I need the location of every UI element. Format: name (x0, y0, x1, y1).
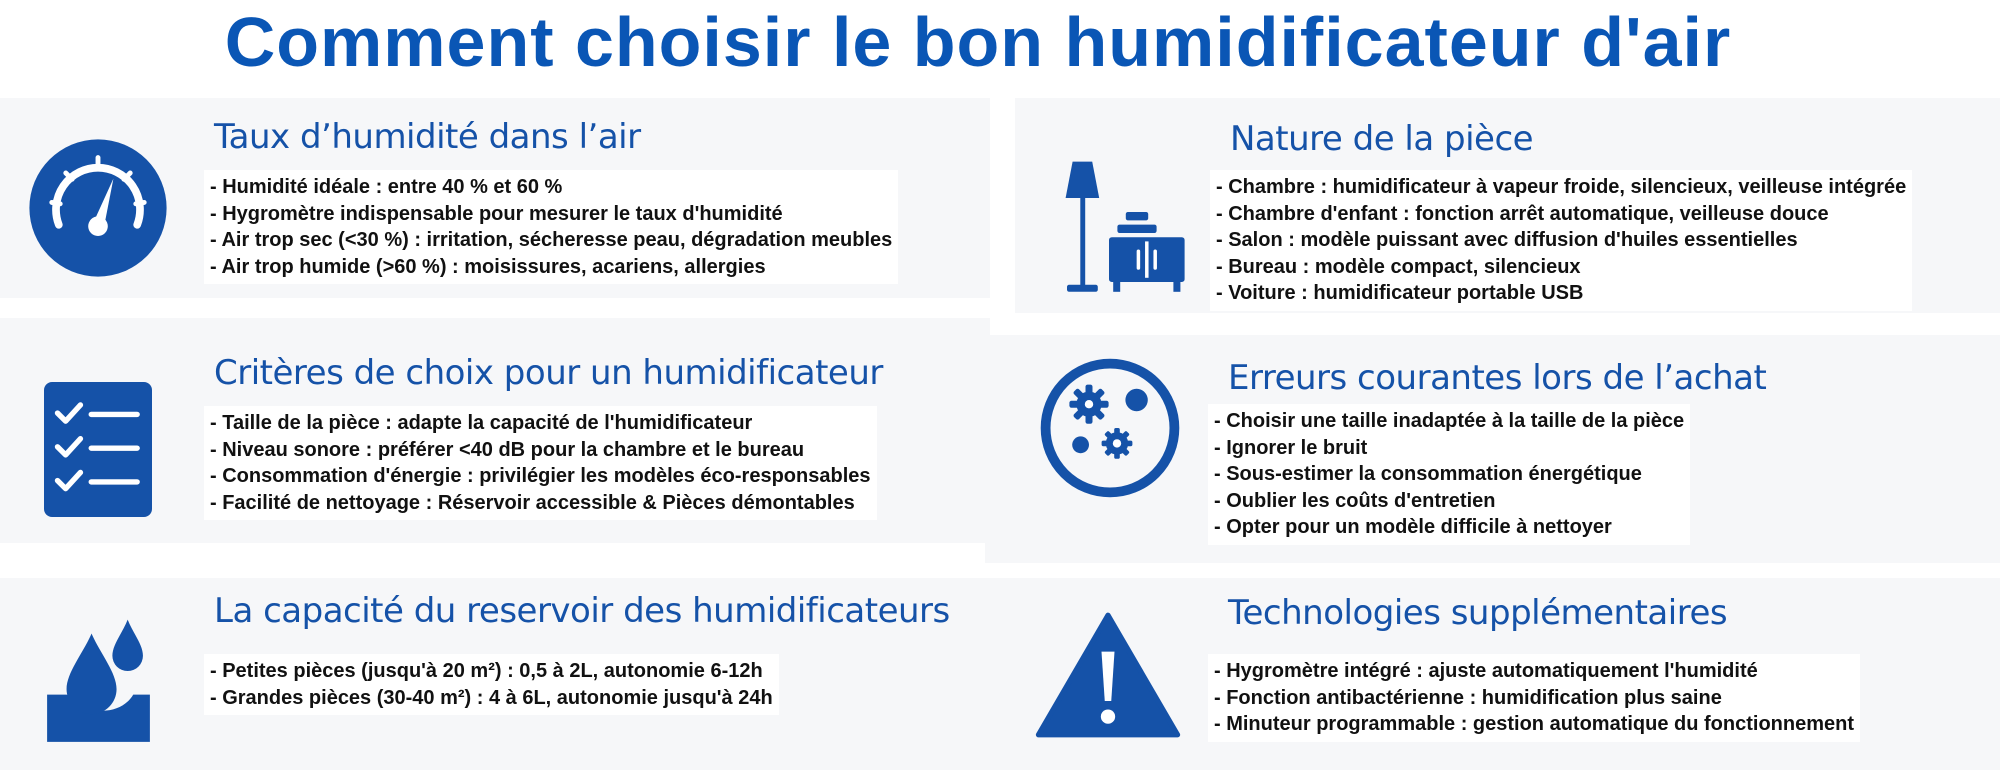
list-item: - Niveau sonore : préférer <40 dB pour la chambre et le bureau (210, 438, 805, 461)
section-common-mistakes (985, 335, 2000, 563)
section-selection-criteria (0, 318, 990, 543)
list-item: - Air trop sec (<30 %) : irritation, sécheresse peau, dégradation meubles (210, 229, 893, 251)
section-title: Taux d’humidité dans l’air (214, 117, 641, 157)
list-item: - Humidité idéale : entre 40 % et 60 % (210, 176, 563, 198)
section-title: Erreurs courantes lors de l’achat (1228, 358, 1767, 398)
list-item: - Oublier les coûts d'entretien (1214, 489, 1496, 512)
list-item: - Choisir une taille inadaptée à la taille de la pièce (1214, 410, 1685, 432)
gauge-icon (28, 138, 168, 278)
section-title: La capacité du reservoir des humidificateurs (214, 591, 950, 631)
section-list (204, 406, 877, 520)
list-item: - Hygromètre indispensable pour mesurer le taux d'humidité (210, 202, 783, 225)
list-item: - Facilité de nettoyage : Réservoir accessible & Pièces démontables (210, 491, 855, 514)
list-item: - Ignorer le bruit (1214, 436, 1368, 459)
section-list (1208, 404, 1690, 545)
list-item: - Fonction antibactérienne : humidification plus saine (1214, 686, 1722, 709)
list-item: - Bureau : modèle compact, silencieux (1216, 255, 1581, 278)
list-item: - Sous-estimer la consommation énergétique (1214, 463, 1642, 485)
section-title: Critères de choix pour un humidificateur (214, 353, 883, 393)
list-item: - Chambre d'enfant : fonction arrêt automatique, veilleuse douce (1216, 202, 1829, 225)
water-drops-icon (36, 608, 161, 748)
bacteria-icon (1040, 358, 1180, 498)
list-item: - Taille de la pièce : adapte la capacité de l'humidificateur (210, 412, 753, 434)
page-title: Comment choisir le bon humidificateur d'air (224, 3, 1732, 81)
section-tank-capacity (0, 578, 990, 770)
section-title: Nature de la pièce (1230, 119, 1534, 159)
section-list (1210, 170, 1912, 311)
list-item: - Petites pièces (jusqu'à 20 m²) : 0,5 à 2L, autonomie 6-12h (210, 660, 763, 682)
list-item: - Air trop humide (>60 %) : moisissures, acariens, allergies (210, 255, 766, 278)
list-item: - Grandes pièces (30-40 m²) : 4 à 6L, autonomie jusqu'à 24h (210, 686, 773, 709)
section-list (204, 654, 779, 715)
warning-icon (1033, 610, 1183, 740)
list-item: - Minuteur programmable : gestion automatique du fonctionnement (1214, 713, 1855, 735)
list-item: - Opter pour un modèle difficile à nettoyer (1214, 516, 1612, 538)
section-title: Technologies supplémentaires (1228, 593, 1728, 633)
list-item: - Voiture : humidificateur portable USB (1216, 282, 1584, 304)
lamp-furniture-icon (1053, 156, 1193, 296)
section-list (204, 170, 898, 284)
list-item: - Consommation d'énergie : privilégier les modèles éco-responsables (210, 465, 871, 487)
list-item: - Salon : modèle puissant avec diffusion d'huiles essentielles (1216, 229, 1798, 251)
list-item: - Chambre : humidificateur à vapeur froide, silencieux, veilleuse intégrée (1216, 176, 1907, 198)
section-list (1208, 654, 1860, 742)
section-extra-technologies (985, 578, 2000, 770)
checklist-icon (44, 382, 152, 517)
list-item: - Hygromètre intégré : ajuste automatiquement l'humidité (1214, 660, 1758, 682)
section-humidity-level (0, 98, 990, 298)
section-room-type (1015, 98, 2000, 313)
